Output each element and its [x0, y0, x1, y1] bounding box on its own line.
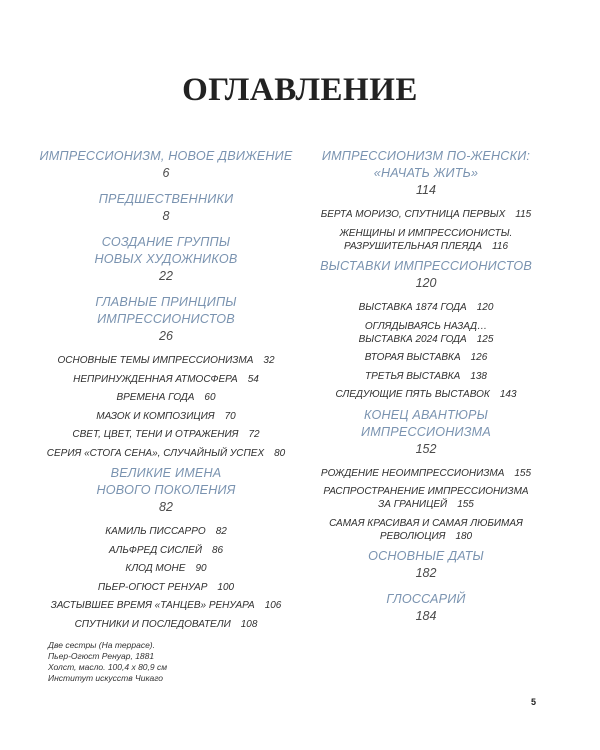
section-title: ИМПРЕССИОНИЗМА — [361, 424, 491, 439]
section-page-number: 26 — [159, 329, 173, 343]
subentry-page-number: 90 — [195, 563, 207, 574]
toc-subentry — [36, 391, 296, 404]
toc-subentry — [36, 410, 296, 423]
subentry-page-number: 106 — [264, 600, 282, 611]
toc-subentry — [36, 562, 296, 575]
subentry-title: КАМИЛЬ ПИССАРРО — [105, 526, 206, 537]
subentry-page-number: 115 — [515, 209, 532, 220]
section-title: ПРЕДШЕСТВЕННИКИ — [98, 192, 234, 206]
subentry-page-number: 120 — [476, 302, 494, 313]
page-title: ОГЛАВЛЕНИЕ — [182, 72, 418, 108]
subentry-title: ЖЕНЩИНЫ И ИМПРЕССИОНИСТЫ. — [339, 227, 513, 239]
toc-section — [36, 465, 296, 515]
subentry-title: РАЗРУШИТЕЛЬНАЯ ПЛЕЯДА — [343, 240, 483, 252]
section-page-number: 6 — [162, 166, 170, 180]
subentry-page-number: 126 — [470, 352, 488, 363]
toc-section — [296, 258, 556, 291]
subentry-title: САМАЯ КРАСИВАЯ И САМАЯ ЛЮБИМАЯ — [329, 517, 523, 529]
subentry-page-number: 138 — [470, 370, 487, 382]
subentry-title: ЗА ГРАНИЦЕЙ — [378, 499, 448, 510]
toc-subentry — [36, 581, 296, 594]
subentry-title: СЛЕДУЮЩИЕ ПЯТЬ ВЫСТАВОК — [335, 389, 490, 400]
section-page-number: 182 — [415, 566, 437, 580]
toc-subentry — [36, 525, 296, 538]
section-page-number: 22 — [159, 269, 173, 283]
toc-right-column — [296, 148, 556, 634]
toc-subentry — [36, 544, 296, 557]
section-title: ИМПРЕССИОНИЗМ ПО-ЖЕНСКИ: — [321, 149, 531, 163]
subentry-page-number: 116 — [492, 240, 509, 252]
toc-subentry — [36, 599, 296, 612]
section-page-number: 114 — [416, 183, 436, 197]
toc-section — [296, 548, 556, 581]
subentry-title: ОСНОВНЫЕ ТЕМЫ ИМПРЕССИОНИЗМА — [57, 355, 254, 366]
toc-subentry — [296, 208, 556, 221]
subentry-page-number: 32 — [263, 355, 275, 366]
subentry-title: ЗАСТЫВШЕЕ ВРЕМЯ «ТАНЦЕВ» РЕНУАРА — [50, 600, 255, 611]
subentry-page-number: 82 — [215, 526, 227, 537]
section-title: ИМПРЕССИОНИСТОВ — [97, 312, 235, 326]
toc-section — [296, 591, 556, 624]
section-page-number: 8 — [162, 209, 170, 223]
subentry-page-number: 70 — [224, 410, 236, 422]
subentry-title: БЕРТА МОРИЗО, СПУТНИЦА ПЕРВЫХ — [320, 209, 506, 220]
section-title: НОВОГО ПОКОЛЕНИЯ — [96, 483, 236, 497]
section-page-number: 120 — [415, 276, 437, 290]
subentry-title: ПЬЕР-ОГЮСТ РЕНУАР — [97, 581, 208, 593]
toc-subentry — [296, 227, 556, 253]
toc-subentry — [296, 388, 556, 401]
subentry-title: СВЕТ, ЦВЕТ, ТЕНИ И ОТРАЖЕНИЯ — [72, 429, 239, 440]
subentry-title: АЛЬФРЕД СИСЛЕЙ — [108, 544, 202, 556]
section-title: СОЗДАНИЕ ГРУППЫ — [101, 235, 231, 249]
toc-subentry — [36, 447, 296, 460]
toc-subentry — [36, 373, 296, 386]
section-title: ВЫСТАВКИ ИМПРЕССИОНИСТОВ — [320, 259, 532, 273]
toc-subentry — [36, 354, 296, 367]
toc-section — [36, 294, 296, 344]
section-title: ИМПРЕССИОНИЗМ, НОВОЕ ДВИЖЕНИЕ — [39, 149, 293, 163]
section-title: НОВЫХ ХУДОЖНИКОВ — [94, 252, 238, 266]
subentry-page-number: 155 — [514, 467, 532, 479]
subentry-page-number: 54 — [247, 373, 259, 385]
section-title: ОСНОВНЫЕ ДАТЫ — [368, 549, 484, 563]
subentry-page-number: 108 — [240, 618, 258, 630]
subentry-page-number: 180 — [455, 530, 473, 542]
caption-author: Пьер-Огюст Ренуар, 1881 — [48, 651, 155, 661]
subentry-page-number: 80 — [274, 447, 286, 459]
toc-subentry — [296, 485, 556, 511]
section-title: «НАЧАТЬ ЖИТЬ» — [373, 166, 479, 180]
subentry-page-number: 100 — [217, 581, 235, 593]
subentry-title: РАСПРОСТРАНЕНИЕ ИМПРЕССИОНИЗМА — [323, 486, 529, 497]
subentry-page-number: 143 — [499, 389, 517, 400]
section-page-number: 82 — [159, 500, 173, 514]
toc-section — [36, 148, 296, 181]
toc-section — [296, 148, 556, 198]
toc-left-column — [36, 148, 296, 636]
section-title: ВЕЛИКИЕ ИМЕНА — [110, 466, 222, 480]
subentry-page-number: 60 — [204, 392, 216, 403]
subentry-title: ВЫСТАВКА 2024 ГОДА — [358, 333, 467, 345]
subentry-title: ТРЕТЬЯ ВЫСТАВКА — [365, 370, 461, 382]
subentry-page-number: 155 — [457, 499, 474, 510]
subentry-title: ВЫСТАВКА 1874 ГОДА — [358, 302, 467, 313]
caption-title: Две сестры (На террасе). — [48, 640, 156, 650]
subentry-title: СПУТНИКИ И ПОСЛЕДОВАТЕЛИ — [74, 618, 231, 630]
section-title: ГЛОССАРИЙ — [386, 592, 466, 606]
subentry-title: РЕВОЛЮЦИЯ — [379, 530, 446, 542]
toc-section — [296, 407, 556, 457]
subentry-page-number: 86 — [211, 544, 224, 556]
caption-collection: Институт искусств Чикаго — [48, 673, 164, 683]
toc-subentry — [36, 428, 296, 441]
subentry-title: ОГЛЯДЫВАЯСЬ НАЗАД… — [364, 320, 488, 332]
section-title: КОНЕЦ АВАНТЮРЫ — [363, 407, 489, 422]
caption-medium: Холст, масло. 100,4 x 80,9 см — [48, 662, 168, 672]
toc-subentry — [296, 320, 556, 346]
toc-subentry — [296, 370, 556, 383]
toc-subentry — [36, 618, 296, 631]
image-caption — [48, 640, 167, 684]
section-page-number: 152 — [415, 441, 437, 456]
subentry-title: ВРЕМЕНА ГОДА — [116, 392, 195, 403]
subentry-title: НЕПРИНУЖДЕННАЯ АТМОСФЕРА — [73, 373, 238, 385]
section-title: ГЛАВНЫЕ ПРИНЦИПЫ — [95, 295, 237, 309]
subentry-title: МАЗОК И КОМПОЗИЦИЯ — [96, 410, 215, 422]
toc-subentry — [296, 351, 556, 364]
subentry-title: ВТОРАЯ ВЫСТАВКА — [364, 352, 461, 363]
subentry-title: РОЖДЕНИЕ НЕОИМПРЕССИОНИЗМА — [320, 467, 505, 479]
toc-subentry — [296, 517, 556, 543]
section-page-number: 184 — [415, 609, 437, 623]
subentry-title: КЛОД МОНЕ — [125, 563, 186, 574]
page-number: 5 — [531, 697, 537, 707]
toc-subentry — [296, 301, 556, 314]
subentry-page-number: 72 — [248, 429, 260, 440]
subentry-title: СЕРИЯ «СТОГА СЕНА», СЛУЧАЙНЫЙ УСПЕХ — [46, 447, 265, 459]
toc-section — [36, 191, 296, 224]
subentry-page-number: 125 — [476, 333, 494, 345]
toc-section — [36, 234, 296, 284]
toc-subentry — [296, 467, 556, 480]
